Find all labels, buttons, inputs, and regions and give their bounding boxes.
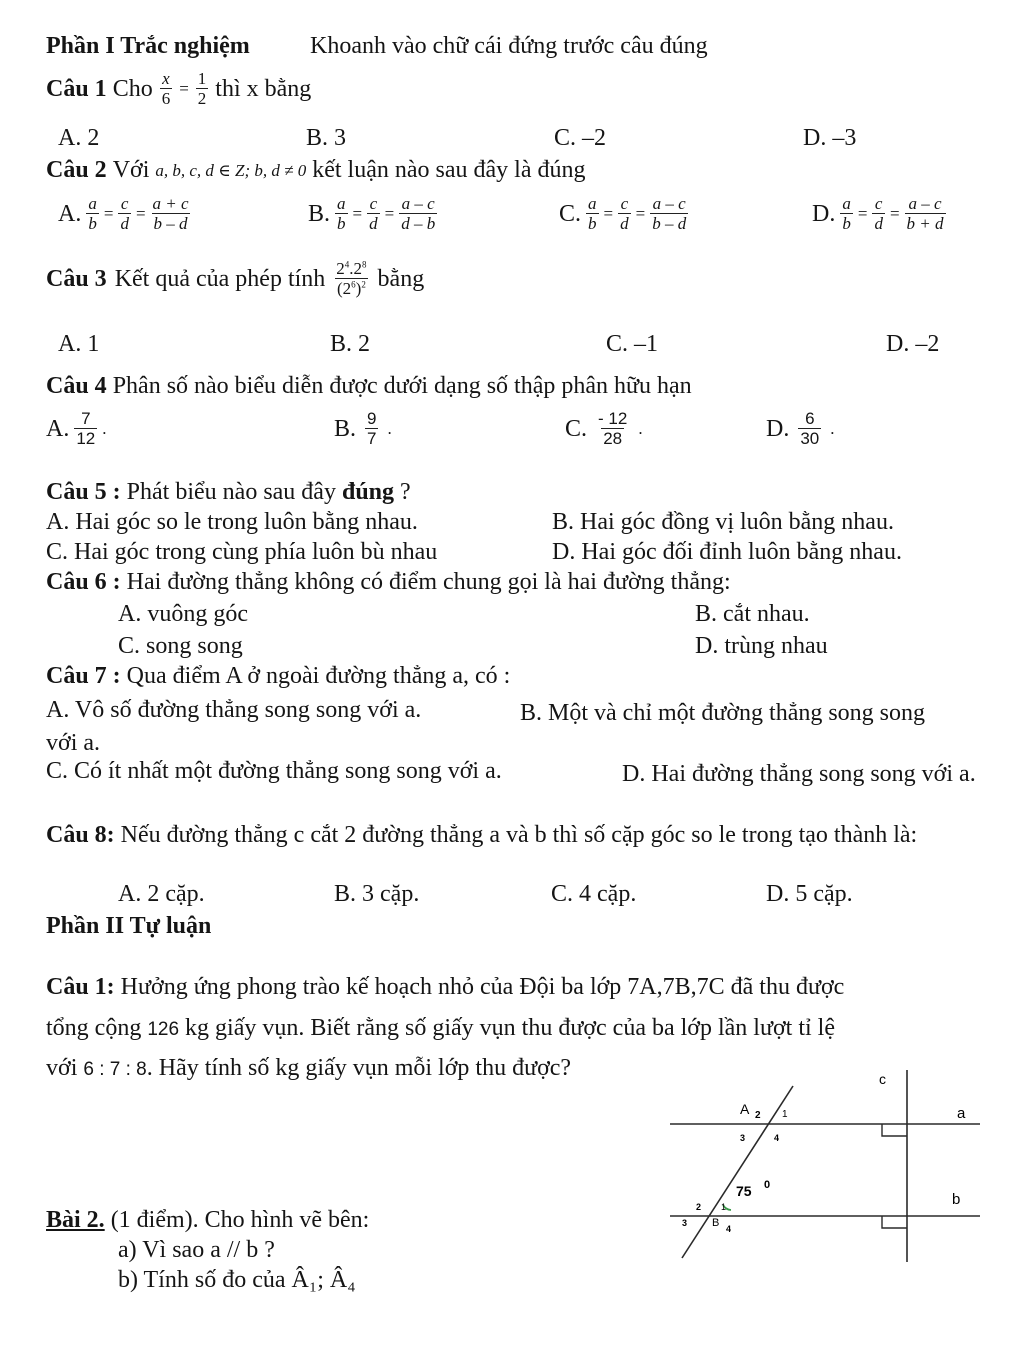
q2-option-a-letter: A. <box>58 200 82 227</box>
q7-label: Câu 7 : <box>46 663 121 689</box>
label-b2: 2 <box>696 1202 702 1212</box>
q3-stem <box>46 260 424 297</box>
q3-post: bằng <box>377 265 425 292</box>
q5-stem <box>46 480 411 504</box>
q6-label: Câu 6 : <box>46 569 121 595</box>
q8-label: Câu 8: <box>46 822 115 848</box>
q8-option-b[interactable]: B. 3 cặp. <box>334 881 420 907</box>
q6-option-b[interactable]: B. cắt nhau. <box>695 601 810 627</box>
q5-text: Phát biểu nào sau đây <box>126 479 336 505</box>
q2-option-c[interactable]: C. $\frac{a}{b}$ = $\frac{c}{d}$ = $\frac{a - c}{b - d}$ <box>559 194 687 233</box>
bai2-part-b: b) Tính số đo của Â₁; Â₄ <box>118 1267 356 1293</box>
q2-option-b-letter: B. <box>308 200 331 227</box>
q3-option-a[interactable]: A. 1 <box>58 331 100 357</box>
q1-frac2: $\frac{1}{2}$ <box>197 69 207 108</box>
q5-label: Câu 5 : <box>46 479 121 505</box>
q4-option-a[interactable]: A. $\frac{7}{12}$ . <box>46 409 107 448</box>
q1-option-b[interactable]: B. 3 <box>306 125 347 151</box>
q4-label: Câu 4 <box>46 373 107 399</box>
q5-option-b[interactable]: B. Hai góc đồng vị luôn bằng nhau. <box>552 509 894 535</box>
q1-option-a[interactable]: A. 2 <box>58 125 100 151</box>
q5-option-d[interactable]: D. Hai góc đối đỉnh luôn bằng nhau. <box>552 539 902 565</box>
transversal-line <box>682 1086 793 1258</box>
q5-option-c[interactable]: C. Hai góc trong cùng phía luôn bù nhau <box>46 539 438 565</box>
q3-option-c[interactable]: C. –1 <box>606 331 659 357</box>
q2-option-d-letter: D. <box>812 200 836 227</box>
q2-option-b-frac1: $\frac{a}{b}$ <box>337 194 346 233</box>
q4-option-c-letter: C. <box>565 415 588 442</box>
essay1-line2 <box>46 1016 835 1040</box>
essay1-text1: Hưởng ứng phong trào kế hoạch nhỏ của Đội ba lớp 7A,7B,7C đã thu được <box>120 974 845 1000</box>
q4-option-c-frac: $\frac{- 12}{28}$ <box>598 409 628 448</box>
q4-stem <box>46 374 692 398</box>
q7-option-d[interactable]: D. Hai đường thẳng song song với a. <box>622 761 976 787</box>
q2-option-a-frac3: $\frac{a + c}{b - d}$ <box>152 194 189 233</box>
q4-option-b[interactable]: B. $\frac{9}{7}$ . <box>334 409 392 448</box>
q7-option-b[interactable]: B. Một và chỉ một đường thẳng song song với a. <box>46 700 926 756</box>
part1-title: Phần I Trắc nghiệm <box>46 33 250 59</box>
q6-stem <box>46 570 731 594</box>
q4-option-a-frac: $\frac{7}{12}$ <box>76 409 96 448</box>
right-angle-b-icon <box>882 1216 907 1228</box>
q7-option-a[interactable]: A. Vô số đường thẳng song song với a. <box>46 697 422 723</box>
bai2-heading <box>46 1208 369 1232</box>
essay1-line1 <box>46 975 844 999</box>
label-b4: 4 <box>726 1224 732 1234</box>
q4-text: Phân số nào biểu diễn được dưới dạng số thập phân hữu hạn <box>112 373 692 399</box>
q1-eq: = <box>179 79 189 98</box>
label-c: c <box>879 1071 886 1087</box>
q3-expression: $\frac{2^4.2^8}{(2^6)^2}$ <box>336 259 367 298</box>
q6-option-a[interactable]: A. vuông góc <box>118 601 248 627</box>
essay1-total: 126 <box>147 1019 180 1040</box>
essay1-text2a: tổng cộng <box>46 1015 142 1041</box>
essay1-ratio: 6 : 7 : 8 <box>83 1059 147 1080</box>
q1-post: thì x bằng <box>215 75 312 102</box>
label-a1: 1 <box>782 1109 788 1120</box>
q1-frac1: $\frac{x}{6}$ <box>161 69 171 108</box>
q1-stem <box>46 70 311 107</box>
q4-option-a-letter: A. <box>46 415 70 442</box>
q1-option-d[interactable]: D. –3 <box>803 125 857 151</box>
bai2-label: Bài 2. <box>46 1207 105 1233</box>
q6-text: Hai đường thẳng không có điểm chung gọi là hai đường thẳng: <box>126 569 731 595</box>
q2-option-a[interactable]: A. $\frac{a}{b}$ = $\frac{c}{d}$ = $\frac{a + c}{b - d}$ <box>58 194 189 233</box>
label-b: b <box>952 1191 961 1208</box>
q1-option-c[interactable]: C. –2 <box>554 125 607 151</box>
q4-option-c[interactable]: C. $\frac{- 12}{28}$ . <box>565 409 643 448</box>
essay1-text2b: kg giấy vụn. Biết rằng số giấy vụn thu được của ba lớp lần lượt tỉ lệ <box>185 1015 835 1041</box>
q2-option-b[interactable]: B. $\frac{a}{b}$ = $\frac{c}{d}$ = $\frac{a - c}{d - b}$ <box>308 194 436 233</box>
label-b3: 3 <box>682 1218 688 1228</box>
label-degree: 0 <box>764 1179 771 1191</box>
label-a2: 2 <box>755 1110 761 1121</box>
q8-option-d[interactable]: D. 5 cặp. <box>766 881 853 907</box>
part2-title: Phần II Tự luận <box>46 913 212 939</box>
q4-option-b-letter: B. <box>334 415 357 442</box>
label-point-a: A <box>740 1101 750 1117</box>
q4-option-d[interactable]: D. $\frac{6}{30}$ . <box>766 409 835 448</box>
q3-option-b[interactable]: B. 2 <box>330 331 371 357</box>
q2-option-c-letter: C. <box>559 200 582 227</box>
q7-option-c[interactable]: C. Có ít nhất một đường thẳng song song với a. <box>46 758 502 784</box>
q8-text: Nếu đường thẳng c cắt 2 đường thẳng a và b thì số cặp góc so le trong tạo thành là: <box>120 822 918 848</box>
label-a4: 4 <box>774 1133 780 1143</box>
q3-option-d[interactable]: D. –2 <box>886 331 940 357</box>
label-a3: 3 <box>740 1133 746 1143</box>
q2-option-d-frac1: $\frac{a}{b}$ <box>842 194 851 233</box>
q2-option-a-frac1: $\frac{a}{b}$ <box>88 194 97 233</box>
label-point-b: B <box>712 1217 720 1229</box>
q7-text: Qua điểm A ở ngoài đường thẳng a, có : <box>126 663 511 689</box>
q5-end: ? <box>400 479 411 505</box>
q2-option-d[interactable]: D. $\frac{a}{b}$ = $\frac{c}{d}$ = $\frac{a - c}{b + d}$ <box>812 194 944 233</box>
q8-option-a[interactable]: A. 2 cặp. <box>118 881 205 907</box>
q2-label: Câu 2 <box>46 157 107 183</box>
q7-stem <box>46 664 510 688</box>
bai2-part-a: a) Vì sao a // b ? <box>118 1237 275 1263</box>
q2-option-a-frac2: $\frac{c}{d}$ <box>120 194 129 233</box>
bai2-text: (1 điểm). Cho hình vẽ bên: <box>110 1207 370 1233</box>
q1-label: Câu 1 <box>46 75 107 102</box>
essay1-label: Câu 1: <box>46 974 115 1000</box>
q1-pre: Cho <box>112 75 153 102</box>
q2-option-c-frac2: $\frac{c}{d}$ <box>620 194 629 233</box>
q2-option-d-frac2: $\frac{c}{d}$ <box>874 194 883 233</box>
q3-label: Câu 3 <box>46 265 107 292</box>
part1-instruction: Khoanh vào chữ cái đứng trước câu đúng <box>310 33 708 59</box>
q2-option-b-frac3: $\frac{a - c}{d - b}$ <box>401 194 436 233</box>
label-b1: 1 <box>721 1202 727 1212</box>
q2-stem <box>46 158 585 182</box>
geometry-figure <box>660 1062 990 1272</box>
q4-option-b-frac: $\frac{9}{7}$ <box>367 409 377 448</box>
q3-text: Kết quả của phép tính <box>114 265 326 292</box>
q2-condition: a, b, c, d ∈ Z; b, d ≠ 0 <box>155 160 307 180</box>
q4-option-d-letter: D. <box>766 415 790 442</box>
q8-option-c[interactable]: C. 4 cặp. <box>551 881 637 907</box>
q2-option-d-frac3: $\frac{a - c}{b + d}$ <box>906 194 944 233</box>
essay1-text3a: với <box>46 1055 78 1081</box>
q8-stem <box>46 820 976 850</box>
essay1-text3b: . Hãy tính số kg giấy vụn mỗi lớp thu được? <box>146 1055 572 1081</box>
q2-option-b-frac2: $\frac{c}{d}$ <box>369 194 378 233</box>
q5-option-a[interactable]: A. Hai góc so le trong luôn bằng nhau. <box>46 509 418 535</box>
q6-option-d[interactable]: D. trùng nhau <box>695 633 828 659</box>
essay1-line3 <box>46 1056 571 1080</box>
q5-bold-word: đúng <box>341 479 395 505</box>
label-a: a <box>957 1105 966 1122</box>
q2-option-c-frac1: $\frac{a}{b}$ <box>588 194 597 233</box>
label-angle-75: 75 <box>736 1183 752 1199</box>
q2-post: kết luận nào sau đây là đúng <box>312 157 586 183</box>
q2-option-c-frac3: $\frac{a - c}{b - d}$ <box>652 194 687 233</box>
q2-pre: Với <box>112 157 150 183</box>
q6-option-c[interactable]: C. song song <box>118 633 243 659</box>
right-angle-a-icon <box>882 1124 907 1136</box>
q4-option-d-frac: $\frac{6}{30}$ <box>800 409 820 448</box>
